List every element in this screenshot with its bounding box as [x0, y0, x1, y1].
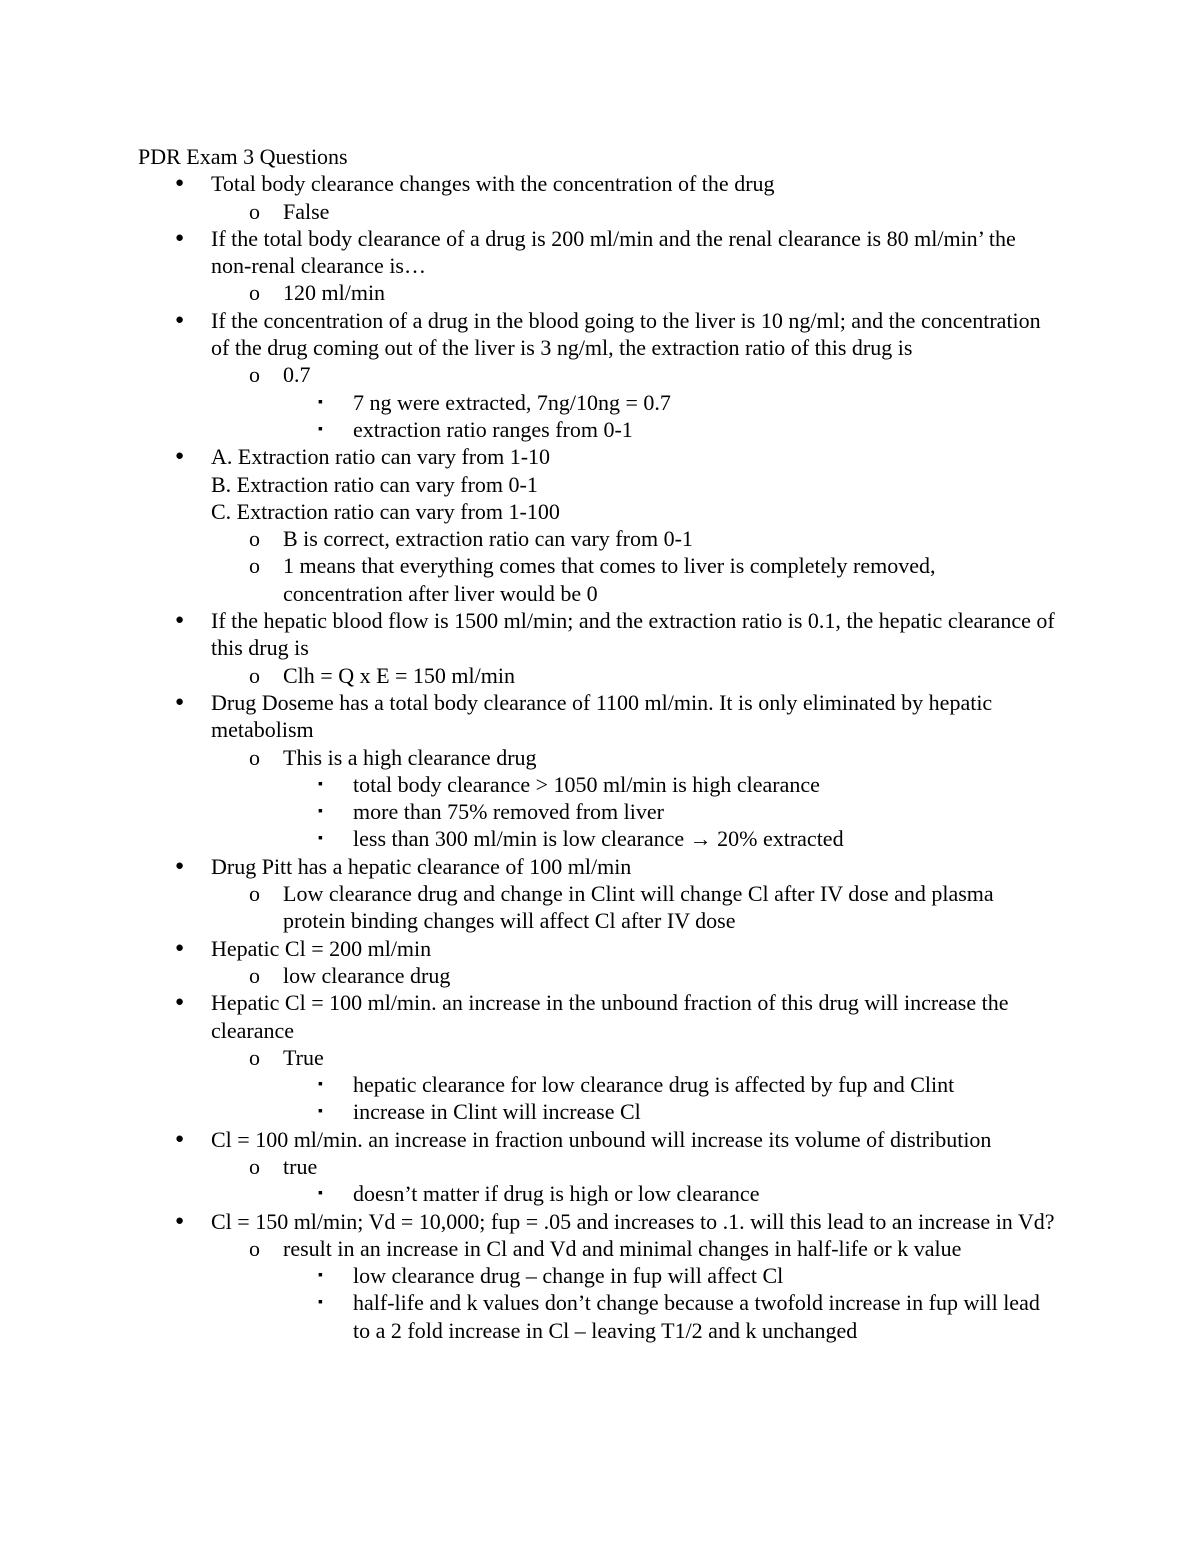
line-text: 7 ng were extracted, 7ng/10ng = 0.7: [353, 389, 671, 415]
line-text: Low clearance drug and change in Clint will change Cl after IV dose and plasma protein binding changes will affect Cl after IV dose: [283, 881, 994, 934]
answer-item: [138, 279, 1058, 306]
explanation-item: [138, 825, 1058, 852]
bullet-marker: ●: [175, 229, 185, 246]
explanation-item: [138, 798, 1058, 825]
bullet-marker: ●: [175, 448, 185, 465]
explanation-item: [138, 1098, 1058, 1125]
square-marker: ▪: [318, 1186, 323, 1202]
line-text: C. Extraction ratio can vary from 1-100: [211, 498, 560, 524]
line-text: 0.7: [283, 362, 311, 388]
line-text: 1 means that everything comes that comes to liver is completely removed, concentration after liver would be 0: [283, 553, 936, 606]
answer-item: [138, 744, 1058, 771]
answer-item: [138, 552, 1058, 607]
line-text: If the hepatic blood flow is 1500 ml/min; and the extraction ratio is 0.1, the hepatic clearance of this drug is: [211, 608, 1055, 661]
circle-marker: o: [249, 1153, 260, 1179]
line-text: extraction ratio ranges from 0-1: [353, 416, 633, 442]
option-line: [138, 498, 1058, 525]
square-marker: ▪: [318, 804, 323, 820]
line-text: Total body clearance changes with the concentration of the drug: [211, 171, 775, 197]
answer-item: [138, 1235, 1058, 1262]
line-text: This is a high clearance drug: [283, 744, 537, 770]
explanation-item: [138, 389, 1058, 416]
question-item: [138, 307, 1058, 362]
bullet-marker: ●: [175, 612, 185, 629]
line-text: B. Extraction ratio can vary from 0-1: [211, 471, 538, 497]
line-text: low clearance drug – change in fup will affect Cl: [353, 1263, 784, 1289]
line-text: true: [283, 1153, 318, 1179]
line-text: Drug Doseme has a total body clearance of 1100 ml/min. It is only eliminated by hepatic metabolism: [211, 689, 993, 743]
line-text: True: [283, 1044, 324, 1070]
circle-marker: o: [249, 1235, 260, 1261]
line-text: 120 ml/min: [283, 280, 386, 306]
bullet-marker: ●: [175, 994, 185, 1011]
explanation-item: [138, 1180, 1058, 1207]
option-line: [138, 471, 1058, 498]
answer-item: [138, 1153, 1058, 1180]
line-text: hepatic clearance for low clearance drug is affected by fup and Clint: [353, 1072, 955, 1098]
document-title: PDR Exam 3 Questions: [138, 144, 348, 169]
line-text: If the total body clearance of a drug is 200 ml/min and the renal clearance is 80 ml/min’ the non-renal clearance is…: [211, 225, 1016, 279]
circle-marker: o: [249, 362, 260, 388]
circle-marker: o: [249, 526, 260, 552]
line-text: result in an increase in Cl and Vd and minimal changes in half-life or k value: [283, 1235, 962, 1261]
line-text: less than 300 ml/min is low clearance → 20% extracted: [353, 826, 844, 852]
answer-item: [138, 361, 1058, 388]
line-text: If the concentration of a drug in the blood going to the liver is 10 ng/ml; and the concentration of the drug coming out of the liver is 3 ng/ml, the extraction ratio of this drug is: [211, 307, 1041, 361]
circle-marker: o: [249, 280, 260, 306]
line-text: low clearance drug: [283, 962, 451, 988]
square-marker: ▪: [318, 1268, 323, 1284]
document-content: [138, 143, 1058, 1344]
line-text: Drug Pitt has a hepatic clearance of 100 ml/min: [211, 853, 632, 879]
question-item: [138, 1208, 1058, 1235]
question-item: [138, 225, 1058, 280]
line-text: Clh = Q x E = 150 ml/min: [283, 662, 515, 688]
explanation-item: [138, 1262, 1058, 1289]
question-list: [138, 170, 1058, 1344]
answer-item: [138, 1044, 1058, 1071]
square-marker: ▪: [318, 1077, 323, 1093]
question-item: [138, 989, 1058, 1044]
square-marker: ▪: [318, 776, 323, 792]
bullet-marker: ●: [175, 175, 185, 192]
question-item: [138, 935, 1058, 962]
answer-item: [138, 880, 1058, 935]
question-item: [138, 170, 1058, 197]
line-text: doesn’t matter if drug is high or low clearance: [353, 1181, 760, 1207]
question-item: [138, 607, 1058, 662]
square-marker: ▪: [318, 394, 323, 410]
line-text: B is correct, extraction ratio can vary from 0-1: [283, 526, 693, 552]
question-item: [138, 1126, 1058, 1153]
explanation-item: [138, 771, 1058, 798]
circle-marker: o: [249, 962, 260, 988]
circle-marker: o: [249, 662, 260, 688]
circle-marker: o: [249, 744, 260, 770]
line-text: Cl = 150 ml/min; Vd = 10,000; fup = .05 and increases to .1. will this lead to an increase in Vd?: [211, 1208, 1055, 1234]
answer-item: [138, 525, 1058, 552]
line-text: Hepatic Cl = 100 ml/min. an increase in the unbound fraction of this drug will increase the clearance: [211, 990, 1009, 1043]
line-text: increase in Clint will increase Cl: [353, 1099, 641, 1125]
line-text: half-life and k values don’t change because a twofold increase in fup will lead to a 2 fold increase in Cl – leaving T1/2 and k unchanged: [353, 1290, 1040, 1343]
circle-marker: o: [249, 1044, 260, 1070]
square-marker: ▪: [318, 1295, 323, 1311]
answer-item: [138, 962, 1058, 989]
bullet-marker: ●: [175, 939, 185, 956]
circle-marker: o: [249, 553, 260, 579]
answer-item: [138, 198, 1058, 225]
bullet-marker: ●: [175, 857, 185, 874]
question-item: [138, 689, 1058, 744]
circle-marker: o: [249, 881, 260, 907]
answer-item: [138, 662, 1058, 689]
explanation-item: [138, 1071, 1058, 1098]
bullet-marker: ●: [175, 693, 185, 710]
question-item: [138, 853, 1058, 880]
bullet-marker: ●: [175, 1212, 185, 1229]
bullet-marker: ●: [175, 311, 185, 328]
explanation-item: [138, 1289, 1058, 1344]
line-text: False: [283, 198, 330, 224]
line-text: Cl = 100 ml/min. an increase in fraction unbound will increase its volume of distribution: [211, 1126, 992, 1152]
explanation-item: [138, 416, 1058, 443]
line-text: Hepatic Cl = 200 ml/min: [211, 935, 432, 961]
line-text: total body clearance > 1050 ml/min is high clearance: [353, 771, 820, 797]
line-text: more than 75% removed from liver: [353, 799, 664, 825]
question-item: [138, 443, 1058, 470]
bullet-marker: ●: [175, 1130, 185, 1147]
circle-marker: o: [249, 198, 260, 224]
line-text: A. Extraction ratio can vary from 1-10: [211, 444, 551, 470]
square-marker: ▪: [318, 421, 323, 437]
square-marker: ▪: [318, 831, 323, 847]
square-marker: ▪: [318, 1104, 323, 1120]
